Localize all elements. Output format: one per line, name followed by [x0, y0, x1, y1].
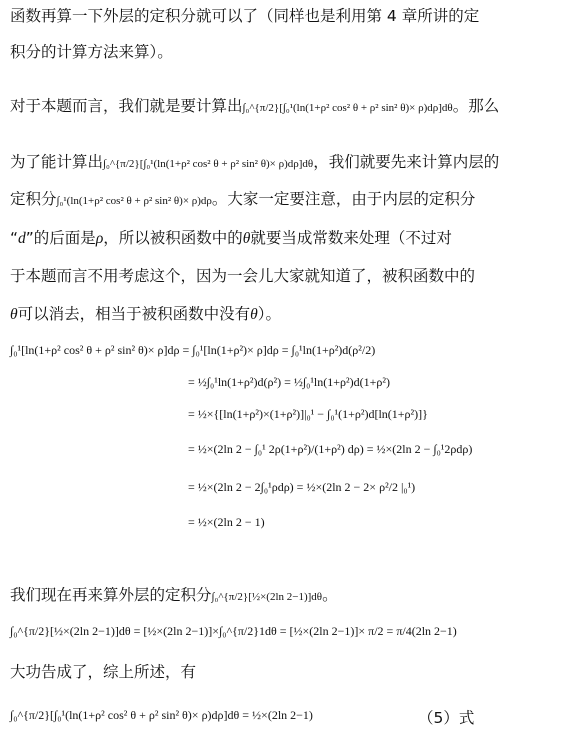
derivation-row: = ½×{[ln(1+ρ²)×(1+ρ²)]|₀¹ − ∫₀¹(1+ρ²)d[ln(1+ρ²)]}	[188, 407, 428, 421]
text-segment: 对于本题而言，我们就是要计算出	[10, 97, 243, 115]
math-symbol: θ	[242, 230, 251, 247]
text-line: 函数再算一下外层的定积分就可以了（同样也是利用第 4 章所讲的定	[10, 7, 480, 25]
final-equation: ∫₀^{π/2}[∫₀¹(ln(1+ρ² cos² θ + ρ² sin² θ)× ρ)dρ]dθ = ½×(2ln 2−1)	[10, 708, 313, 722]
text-segment: “	[10, 229, 19, 247]
text-line	[10, 228, 452, 249]
math-symbol: θ	[250, 306, 258, 323]
inline-integral: ∫₀^{π/2}[∫₀¹(ln(1+ρ² cos² θ + ρ² sin² θ)× ρ)dρ]dθ	[242, 102, 453, 114]
text-segment: 可以消去，相当于被积函数中没有	[17, 305, 251, 323]
text-segment: 定积分	[10, 190, 57, 208]
inline-integral: ∫₀^{π/2}[∫₀¹(ln(1+ρ² cos² θ + ρ² sin² θ)× ρ)dρ]dθ	[103, 158, 314, 170]
math-symbol: θ	[10, 306, 18, 323]
derivation-row: = ½×(2ln 2 − 2∫₀¹ρdρ) = ½×(2ln 2 − 2× ρ²/2 |₀¹)	[188, 480, 416, 494]
text-line	[10, 152, 499, 174]
derivation-row: ∫₀¹[ln(1+ρ² cos² θ + ρ² sin² θ)× ρ]dρ = ∫₀¹[ln(1+ρ²)× ρ]dρ = ∫₀¹ln(1+ρ²)d(ρ²/2)	[10, 343, 376, 357]
text-segment: 。大家一定要注意，由于内层的定积分	[211, 190, 476, 208]
math-symbol: d	[18, 230, 26, 247]
text-line: 于本题而言不用考虑这个，因为一会儿大家就知道了，被积函数中的	[10, 267, 476, 285]
text-line	[10, 96, 499, 118]
text-line	[10, 304, 281, 325]
text-segment: 为了能计算出	[10, 153, 104, 171]
equation-label: （5）式	[418, 709, 475, 727]
math-symbol: ρ	[95, 230, 104, 247]
text-segment: 我们现在再来算外层的定积分	[10, 586, 212, 604]
text-line	[10, 585, 338, 607]
inline-integral: ∫₀^{π/2}[½×(2ln 2−1)]dθ	[211, 591, 323, 603]
derivation-row: = ½×(2ln 2 − ∫₀¹ 2ρ(1+ρ²)/(1+ρ²) dρ) = ½×(2ln 2 − ∫₀¹2ρdρ)	[188, 442, 473, 456]
conclusion-text: 大功告成了，综上所述，有	[10, 663, 197, 681]
text-segment: ，我们就要先来计算内层的	[313, 153, 500, 171]
derivation-row: = ½×(2ln 2 − 1)	[188, 515, 265, 529]
inline-integral: ∫₀¹(ln(1+ρ² cos² θ + ρ² sin² θ)× ρ)dρ	[56, 195, 212, 207]
text-line: 积分的计算方法来算）。	[10, 43, 173, 61]
text-segment: ）。	[257, 305, 282, 323]
text-segment: 。那么	[452, 97, 500, 115]
text-line	[10, 189, 475, 211]
text-segment: ”的后面是	[25, 229, 96, 247]
text-segment: 。	[322, 586, 338, 604]
text-segment: ，所以被积函数中的	[103, 229, 243, 247]
text-segment: 就要当成常数来处理（不过对	[250, 229, 452, 247]
outer-integral-equation: ∫₀^{π/2}[½×(2ln 2−1)]dθ = [½×(2ln 2−1)]×∫₀^{π/2}1dθ = [½×(2ln 2−1)]× π/2 = π/4(2ln 2−1)	[10, 624, 457, 638]
derivation-row: = ½∫₀¹ln(1+ρ²)d(ρ²) = ½∫₀¹ln(1+ρ²)d(1+ρ²)	[188, 375, 390, 389]
